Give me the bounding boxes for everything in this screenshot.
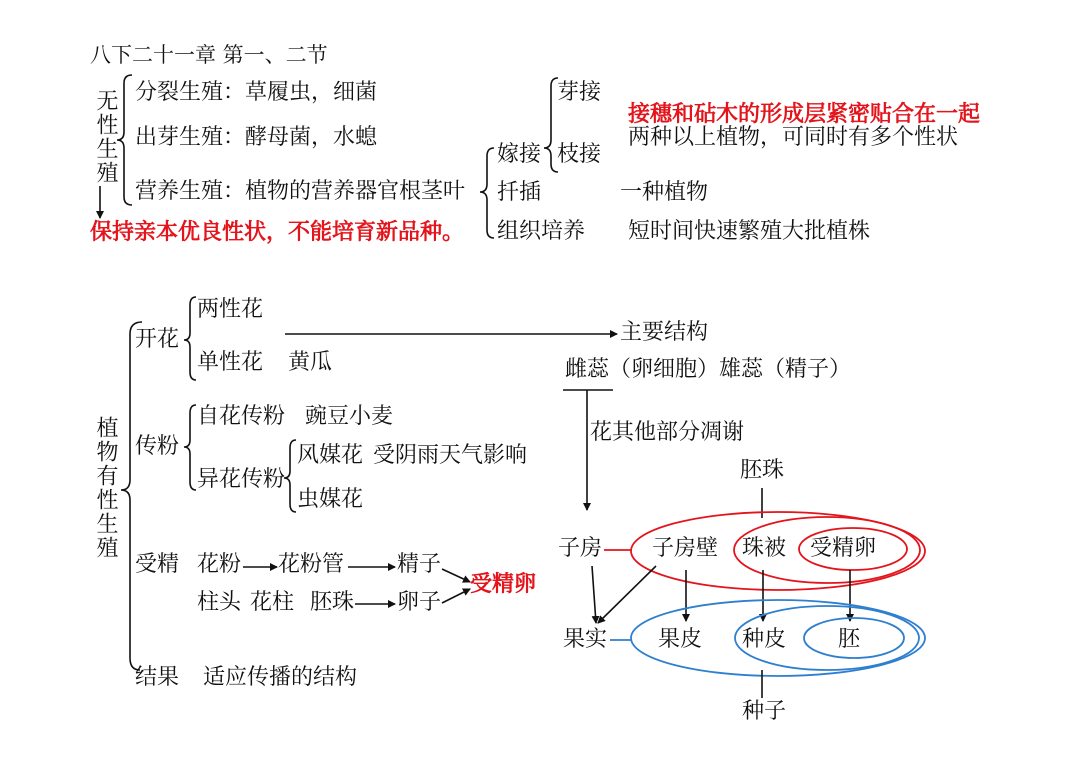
- page-title: 八下二十一章 第一、二节: [90, 43, 328, 67]
- egg-label: 卵子: [397, 590, 442, 615]
- pistil-stamen-label: 雌蕊（卵细胞）雄蕊（精子）: [565, 357, 852, 382]
- cross-pollination-brace: [284, 440, 296, 512]
- fruit-label: 果实: [563, 627, 608, 652]
- insect-pollinated-label: 虫媒花: [297, 487, 364, 512]
- branch-grafting-label: 枝接: [557, 142, 602, 167]
- self-pollination-examples: 豌豆小麦: [305, 404, 394, 429]
- unisexual-flower-label: 单性花: [197, 350, 264, 375]
- sperm-label: 精子: [397, 552, 442, 577]
- ovary-wall-label: 子房壁: [652, 536, 719, 561]
- asexual-brace: [117, 75, 132, 205]
- asexual-label: 无性生殖: [93, 89, 118, 185]
- embryo-label: 胚: [838, 627, 861, 652]
- vegetative-methods-brace: [480, 148, 494, 238]
- bud-grafting-label: 芽接: [557, 80, 602, 105]
- ovary-wall-to-fruit-arrow: [598, 566, 656, 623]
- wind-pollinated-note: 受阴雨天气影响: [373, 443, 528, 468]
- stigma-label: 柱头: [197, 590, 242, 615]
- grafting-types-brace: [544, 78, 558, 172]
- flowering-brace: [184, 297, 196, 380]
- cutting-result-note: 一种植物: [620, 180, 709, 205]
- cross-pollination-label: 异花传粉: [197, 467, 286, 492]
- ovary-label: 子房: [558, 536, 603, 561]
- zygote-label: 受精卵: [470, 572, 537, 597]
- pericarp-label: 果皮: [658, 627, 703, 652]
- bisexual-flower-label: 两性花: [197, 297, 264, 322]
- cutting-label: 扦插: [497, 180, 542, 205]
- fruiting-note: 适应传播的结构: [203, 665, 358, 690]
- wind-pollinated-label: 风媒花: [297, 443, 364, 468]
- sexual-brace: [121, 322, 142, 670]
- seed-label: 种子: [742, 699, 787, 724]
- integument-label: 珠被: [742, 536, 787, 561]
- grafting-key-note: 接穗和砧木的形成层紧密贴合在一起: [628, 102, 981, 127]
- sexual-label: 植物有性生殖: [93, 416, 118, 560]
- style-label: 花柱: [250, 590, 295, 615]
- egg-to-zygote-arrow: [442, 589, 470, 603]
- tissue-culture-result-note: 短时间快速繁殖大批植株: [628, 219, 871, 244]
- grafting-result-note: 两种以上植物，可同时有多个性状: [628, 125, 959, 150]
- seed-coat-label: 种皮: [742, 627, 787, 652]
- unisexual-example: 黄瓜: [288, 350, 333, 375]
- tissue-culture-label: 组织培养: [497, 219, 586, 244]
- pollen-label: 花粉: [197, 552, 242, 577]
- ovary-to-fruit-arrow: [592, 566, 596, 623]
- budding-text: 出芽生殖：酵母菌，水螅: [135, 125, 378, 150]
- asexual-conclusion: 保持亲本优良性状，不能培育新品种。: [90, 220, 465, 245]
- fertilization-label: 受精: [135, 552, 180, 577]
- dev-zygote-label: 受精卵: [810, 536, 877, 561]
- wither-label: 花其他部分凋谢: [590, 420, 745, 445]
- pollination-brace: [184, 405, 196, 490]
- main-structure-label: 主要结构: [620, 320, 709, 345]
- dev-ovule-label: 胚珠: [740, 458, 785, 483]
- fission-text: 分裂生殖：草履虫，细菌: [135, 80, 378, 105]
- vegetative-text: 营养生殖：植物的营养器官根茎叶: [135, 179, 466, 204]
- sperm-to-zygote-arrow: [442, 569, 470, 582]
- fruiting-label: 结果: [135, 665, 180, 690]
- self-pollination-label: 自花传粉: [197, 404, 286, 429]
- pollination-label: 传粉: [135, 434, 180, 459]
- grafting-label: 嫁接: [497, 142, 542, 167]
- ovule-label: 胚珠: [310, 590, 355, 615]
- flowering-label: 开花: [135, 327, 180, 352]
- pollen-tube-label: 花粉管: [278, 552, 345, 577]
